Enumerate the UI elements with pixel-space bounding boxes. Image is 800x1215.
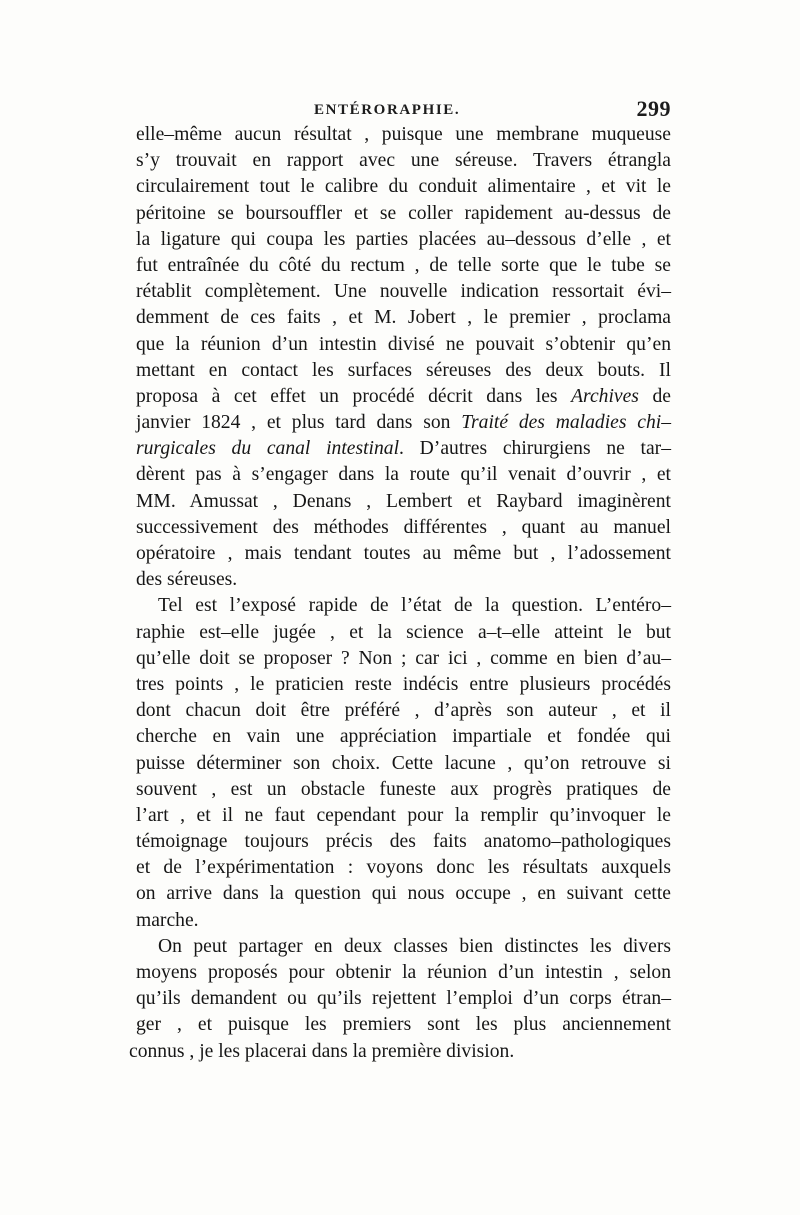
text-run: qu’ils demandent ou qu’ils rejettent l’emploi d’un corps étran– (136, 988, 671, 1010)
text-run: témoignage toujours précis des faits anatomo–pathologiques (136, 831, 671, 853)
text-run: l’art , et il ne faut cependant pour la remplir qu’invoquer le (136, 804, 671, 826)
text-run: dont chacun doit être préféré , d’après son auteur , et il (136, 700, 671, 722)
text-line (136, 227, 671, 253)
page-number: 299 (636, 96, 671, 121)
text-line (136, 751, 671, 777)
text-line (136, 253, 671, 279)
text-line (136, 567, 671, 593)
text-run: . D’autres chirurgiens ne tar– (399, 438, 671, 460)
text-run: des séreuses. (136, 569, 238, 591)
text-run: mettant en contact les surfaces séreuses des deux bouts. Il (136, 359, 671, 381)
text-line (136, 829, 671, 855)
text-line (136, 934, 671, 960)
text-line (136, 358, 671, 384)
text-run: demment de ces faits , et M. Jobert , le premier , proclama (136, 307, 671, 329)
text-run: elle–même aucun résultat , puisque une membrane muqueuse (136, 124, 671, 145)
text-line (136, 803, 671, 829)
text-line (136, 332, 671, 358)
text-run: et de l’expérimentation : voyons donc les résultats auxquels (136, 857, 671, 879)
text-run: connus , je les placerai dans la première division. (129, 1040, 515, 1062)
text-line (136, 672, 671, 698)
text-line (136, 986, 671, 1012)
text-line (136, 384, 671, 410)
text-run: successivement des méthodes différentes , quant au manuel (136, 516, 671, 538)
text-run: rétablit complètement. Une nouvelle indication ressortait évi– (136, 281, 671, 303)
text-run: circulairement tout le calibre du conduit alimentaire , et vit le (136, 176, 671, 198)
text-run: péritoine se boursouffler et se coller rapidement au-dessus de (136, 202, 671, 224)
text-line (136, 698, 671, 724)
text-run: tres points , le praticien reste indécis entre plusieurs procédés (136, 673, 671, 695)
text-line (136, 148, 671, 174)
text-line (136, 855, 671, 881)
text-run: de (638, 385, 671, 407)
text-line (136, 515, 671, 541)
italic-title: Traité des maladies chi– (461, 412, 671, 434)
text-line (136, 122, 671, 148)
text-line (136, 881, 671, 907)
text-run: puisse déterminer son choix. Cette lacune , qu’on retrouve si (136, 752, 671, 774)
text-run: fut entraînée du côté du rectum , de telle sorte que le tube se (136, 254, 671, 276)
text-line (136, 462, 671, 488)
text-run: marche. (136, 909, 199, 931)
text-run: souvent , est un obstacle funeste aux progrès pratiques de (136, 778, 671, 800)
text-run: raphie est–elle jugée , et la science a–t–elle atteint le but (136, 621, 671, 643)
italic-title: Archives (571, 385, 639, 407)
text-line (136, 436, 671, 462)
text-line (136, 541, 671, 567)
text-run: moyens proposés pour obtenir la réunion d’un intestin , selon (136, 962, 671, 983)
text-run: MM. Amussat , Denans , Lembert et Raybard imaginèrent (136, 490, 671, 512)
text-run: Tel est l’exposé rapide de l’état de la question. L’entéro– (158, 595, 671, 617)
text-run: ger , et puisque les premiers sont les plus anciennement (136, 1014, 671, 1036)
text-run: s’y trouvait en rapport avec une séreuse. Travers étrangla (136, 150, 671, 172)
text-line (136, 646, 671, 672)
text-line (136, 593, 671, 619)
text-line (136, 201, 671, 227)
italic-title: rurgicales du canal intestinal (136, 438, 400, 460)
text-line (136, 960, 671, 986)
text-line (136, 489, 671, 515)
text-line (136, 1012, 671, 1038)
text-run: cherche en vain une appréciation impartiale et fondée qui (136, 726, 671, 748)
text-line (136, 777, 671, 803)
text-line (136, 279, 671, 305)
body-text (129, 122, 671, 1065)
text-run: proposa à cet effet un procédé décrit dans les (136, 385, 572, 407)
text-run: on arrive dans la question qui nous occupe , en suivant cette (136, 883, 671, 905)
text-line (129, 1039, 671, 1065)
text-line (136, 908, 671, 934)
text-run: que la réunion d’un intestin divisé ne pouvait s’obtenir qu’en (136, 333, 671, 355)
text-line (136, 724, 671, 750)
text-run: opératoire , mais tendant toutes au même but , l’adossement (136, 543, 671, 564)
text-line (136, 305, 671, 331)
text-run: On peut partager en deux classes bien distinctes les divers (158, 935, 671, 957)
text-run: dèrent pas à s’engager dans la route qu’il venait d’ouvrir , et (136, 464, 671, 486)
text-run: janvier 1824 , et plus tard dans son (136, 412, 462, 434)
text-run: la ligature qui coupa les parties placées au–dessous d’elle , et (136, 228, 671, 250)
text-line (136, 620, 671, 646)
text-run: qu’elle doit se proposer ? Non ; car ici , comme en bien d’au– (136, 647, 671, 669)
text-line (136, 410, 671, 436)
running-head-title: ENTÉRORAPHIE. (314, 102, 461, 118)
text-line (136, 174, 671, 200)
